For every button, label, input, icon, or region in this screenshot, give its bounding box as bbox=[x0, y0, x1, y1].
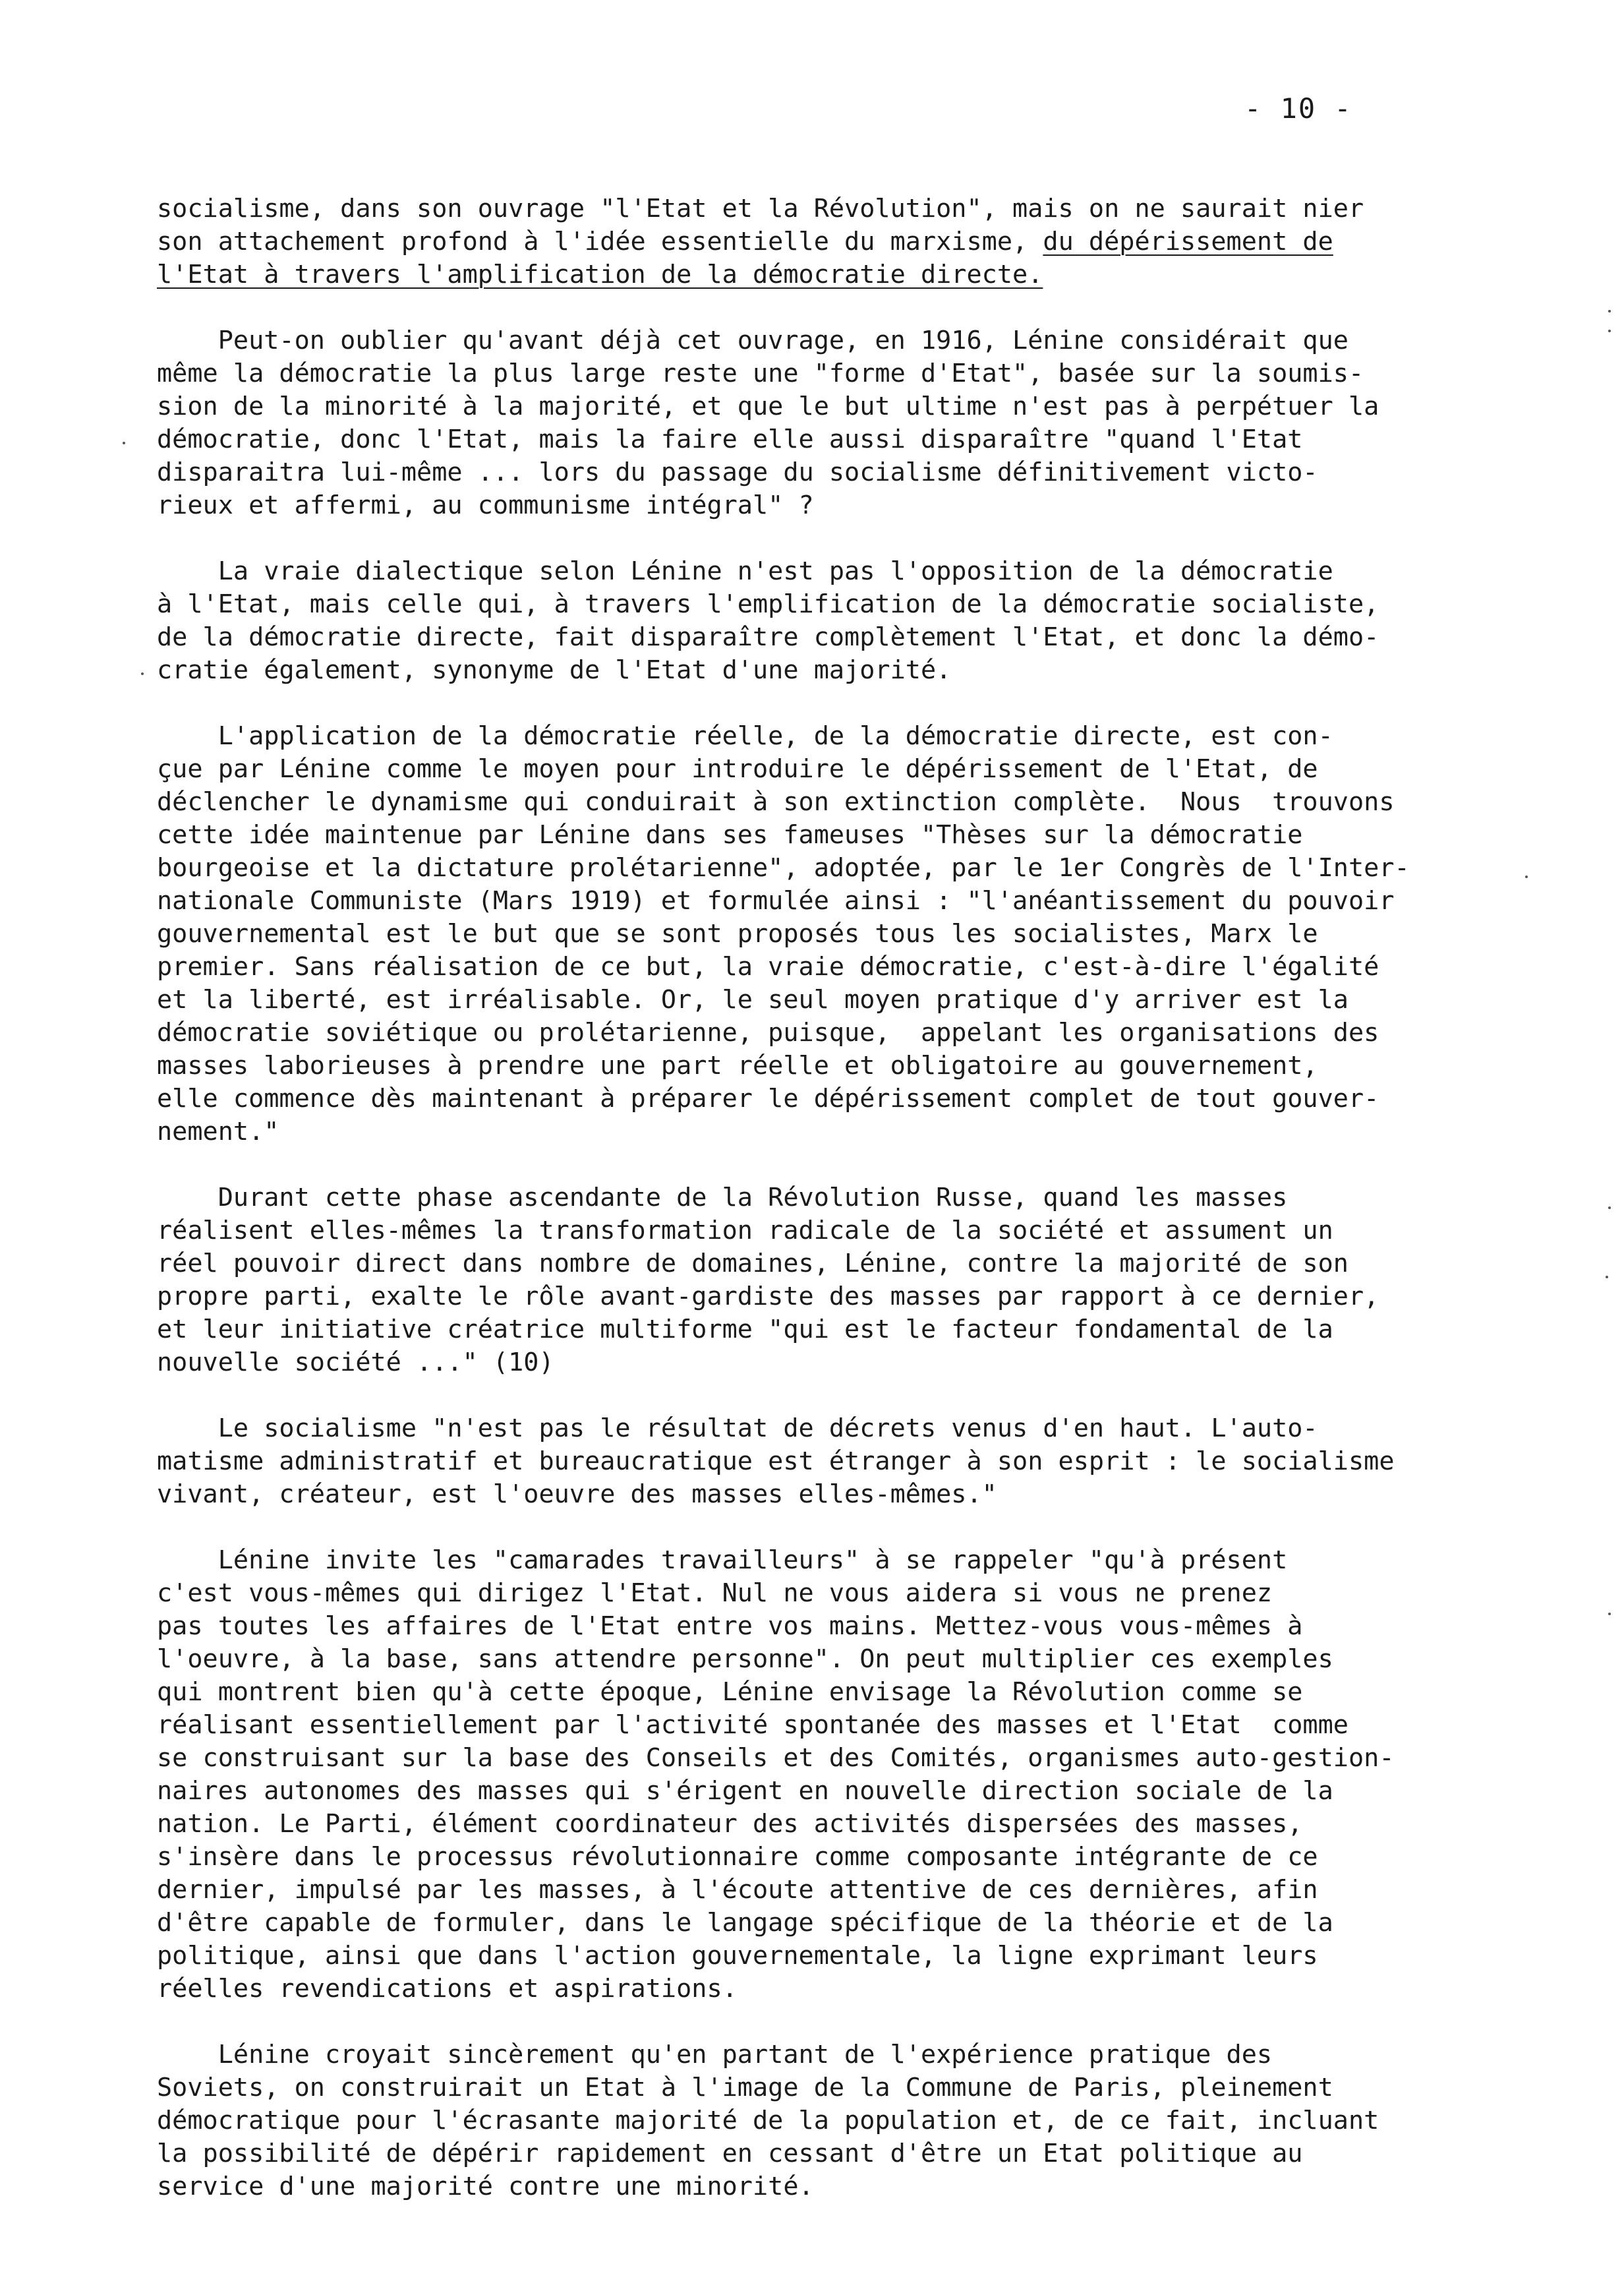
paragraph bbox=[157, 555, 1501, 687]
text-line: se construisant sur la base des Conseils et des Comités, organismes auto-gestion- bbox=[157, 1743, 1395, 1773]
text-line: s'insère dans le processus révolutionnaire comme composante intégrante de ce bbox=[157, 1842, 1318, 1872]
text-line: Lénine croyait sincèrement qu'en partant de l'expérience pratique des bbox=[157, 2040, 1273, 2069]
text-line: de la démocratie directe, fait disparaître complètement l'Etat, et donc la démo- bbox=[157, 622, 1379, 652]
text-line: réelles revendications et aspirations. bbox=[157, 1974, 738, 2004]
text-line bbox=[157, 225, 1501, 258]
scan-speck bbox=[1608, 310, 1611, 312]
paragraph bbox=[157, 193, 1501, 291]
page-number: - 10 - bbox=[1244, 92, 1352, 125]
text-line: pas toutes les affaires de l'Etat entre vos mains. Mettez-vous vous-mêmes à bbox=[157, 1611, 1303, 1641]
text-line: réalisant essentiellement par l'activité spontanée des masses et l'Etat comme bbox=[157, 1710, 1348, 1740]
text-line: Lénine invite les "camarades travailleurs" à se rappeler "qu'à présent bbox=[157, 1545, 1288, 1575]
text-line: l'oeuvre, à la base, sans attendre personne". On peut multiplier ces exemples bbox=[157, 1644, 1333, 1674]
text-line: démocratie soviétique ou prolétarienne, puisque, appelant les organisations des bbox=[157, 1018, 1379, 1048]
scan-speck bbox=[1525, 876, 1528, 878]
document-body bbox=[157, 193, 1501, 2203]
text-line: bourgeoise et la dictature prolétarienne", adoptée, par le 1er Congrès de l'Inter- bbox=[157, 853, 1410, 883]
scan-speck bbox=[141, 672, 144, 675]
text-line: gouvernemental est le but que se sont proposés tous les socialistes, Marx le bbox=[157, 919, 1318, 949]
text-line: à l'Etat, mais celle qui, à travers l'emplification de la démocratie socialiste, bbox=[157, 589, 1379, 619]
text-line: et leur initiative créatrice multiforme "qui est le facteur fondamental de la bbox=[157, 1315, 1333, 1344]
scan-speck bbox=[1608, 1206, 1611, 1209]
text-line: propre parti, exalte le rôle avant-gardiste des masses par rapport à ce dernier, bbox=[157, 1282, 1379, 1311]
text-line: nationale Communiste (Mars 1919) et formulée ainsi : "l'anéantissement du pouvoir bbox=[157, 886, 1395, 916]
paragraph bbox=[157, 1181, 1501, 1379]
text-line: et la liberté, est irréalisable. Or, le seul moyen pratique d'y arriver est la bbox=[157, 985, 1348, 1015]
text-line: elle commence dès maintenant à préparer le dépérissement complet de tout gouver- bbox=[157, 1084, 1379, 1114]
text-line: nation. Le Parti, élément coordinateur des activités dispersées des masses, bbox=[157, 1809, 1303, 1839]
paragraph bbox=[157, 324, 1501, 522]
underlined-text: du dépérissement de bbox=[1043, 227, 1333, 256]
text-line: masses laborieuses à prendre une part réelle et obligatoire au gouvernement, bbox=[157, 1051, 1318, 1081]
text-line: nouvelle société ..." (10) bbox=[157, 1348, 554, 1377]
text-line: Le socialisme "n'est pas le résultat de décrets venus d'en haut. L'auto- bbox=[157, 1413, 1318, 1443]
text-line: qui montrent bien qu'à cette époque, Lénine envisage la Révolution comme se bbox=[157, 1677, 1303, 1707]
text-line bbox=[157, 258, 1501, 291]
text-line: politique, ainsi que dans l'action gouvernementale, la ligne exprimant leurs bbox=[157, 1941, 1318, 1971]
text-line: déclencher le dynamisme qui conduirait à son extinction complète. Nous trouvons bbox=[157, 787, 1395, 817]
text-line: Soviets, on construirait un Etat à l'image de la Commune de Paris, pleinement bbox=[157, 2073, 1333, 2102]
scan-speck bbox=[123, 442, 125, 444]
text-line: matisme administratif et bureaucratique est étranger à son esprit : le socialisme bbox=[157, 1446, 1395, 1476]
text-line: L'application de la démocratie réelle, de la démocratie directe, est con- bbox=[157, 721, 1333, 751]
text-line: d'être capable de formuler, dans le langage spécifique de la théorie et de la bbox=[157, 1908, 1333, 1938]
paragraph bbox=[157, 1544, 1501, 2006]
text-line: Peut-on oublier qu'avant déjà cet ouvrage, en 1916, Lénine considérait que bbox=[157, 326, 1348, 355]
text-line: réel pouvoir direct dans nombre de domaines, Lénine, contre la majorité de son bbox=[157, 1249, 1348, 1278]
text-line: Durant cette phase ascendante de la Révolution Russe, quand les masses bbox=[157, 1183, 1288, 1212]
scan-speck bbox=[1608, 330, 1611, 332]
text-line: premier. Sans réalisation de ce but, la vraie démocratie, c'est-à-dire l'égalité bbox=[157, 952, 1379, 982]
text-line: même la démocratie la plus large reste une "forme d'Etat", basée sur la soumis- bbox=[157, 359, 1364, 388]
text-line: La vraie dialectique selon Lénine n'est pas l'opposition de la démocratie bbox=[157, 556, 1333, 586]
underlined-text: l'Etat à travers l'amplification de la démocratie directe. bbox=[157, 260, 1043, 289]
text-line: c'est vous-mêmes qui dirigez l'Etat. Nul ne vous aidera si vous ne prenez bbox=[157, 1578, 1273, 1608]
text-line: rieux et affermi, au communisme intégral" ? bbox=[157, 490, 814, 520]
text-line: sion de la minorité à la majorité, et que le but ultime n'est pas à perpétuer la bbox=[157, 392, 1379, 421]
text-line: cratie également, synonyme de l'Etat d'une majorité. bbox=[157, 655, 952, 685]
text-fragment: son attachement profond à l'idée essentielle du marxisme, bbox=[157, 227, 1043, 256]
text-line: démocratie, donc l'Etat, mais la faire elle aussi disparaître "quand l'Etat bbox=[157, 425, 1303, 454]
text-line: service d'une majorité contre une minorité. bbox=[157, 2172, 814, 2201]
scan-speck bbox=[1608, 1613, 1611, 1615]
text-line: cette idée maintenue par Lénine dans ses fameuses "Thèses sur la démocratie bbox=[157, 820, 1303, 850]
paragraph bbox=[157, 1412, 1501, 1511]
scan-speck bbox=[1606, 1276, 1608, 1278]
text-line: nement." bbox=[157, 1117, 279, 1146]
text-line: disparaitra lui-même ... lors du passage du socialisme définitivement victo- bbox=[157, 458, 1318, 487]
text-line: socialisme, dans son ouvrage "l'Etat et la Révolution", mais on ne saurait nier bbox=[157, 194, 1364, 223]
text-line: naires autonomes des masses qui s'érigent en nouvelle direction sociale de la bbox=[157, 1776, 1333, 1806]
text-line: çue par Lénine comme le moyen pour introduire le dépérissement de l'Etat, de bbox=[157, 754, 1318, 784]
text-line: vivant, créateur, est l'oeuvre des masses elles-mêmes." bbox=[157, 1479, 997, 1509]
paragraph bbox=[157, 2038, 1501, 2203]
text-line: démocratique pour l'écrasante majorité de la population et, de ce fait, incluant bbox=[157, 2106, 1379, 2135]
text-line: la possibilité de dépérir rapidement en cessant d'être un Etat politique au bbox=[157, 2139, 1303, 2168]
text-line: dernier, impulsé par les masses, à l'écoute attentive de ces dernières, afin bbox=[157, 1875, 1318, 1905]
text-line: réalisent elles-mêmes la transformation radicale de la société et assument un bbox=[157, 1216, 1333, 1245]
paragraph bbox=[157, 720, 1501, 1148]
